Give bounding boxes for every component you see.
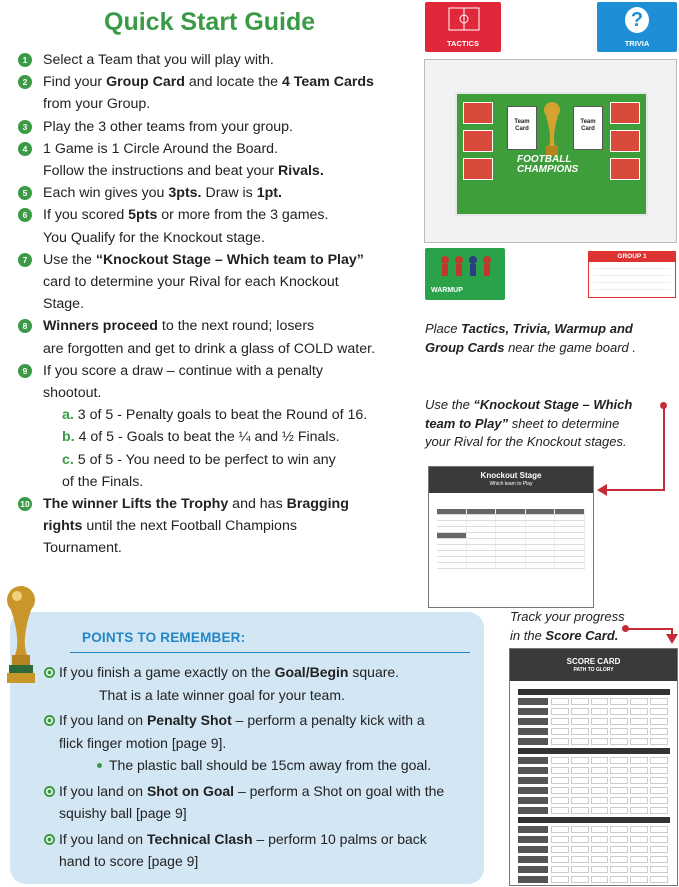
step-item — [18, 182, 403, 204]
step-line — [43, 382, 403, 404]
point-line: squishy ball [page 9] — [59, 805, 187, 821]
text: Tournament. — [43, 540, 122, 557]
knockout-stage-sheet — [428, 466, 594, 608]
bold-text: The winner Lifts the Trophy — [43, 496, 229, 513]
text: or more from the 3 games. — [157, 207, 329, 224]
bold-text: “Knockout Stage – Which team to Play” — [95, 251, 364, 268]
text: to the next round; losers — [157, 318, 315, 335]
step-item — [18, 493, 403, 560]
score-row — [518, 728, 670, 735]
text: If you score a draw – continue with a penalty — [43, 362, 323, 379]
trivia-card — [597, 2, 677, 52]
text: If you land on — [59, 782, 147, 799]
text: Find your — [43, 74, 107, 91]
score-card-sheet — [509, 648, 678, 886]
bullet-icon — [44, 667, 55, 678]
text: are forgotten and get to drink a glass of COLD water. — [43, 340, 376, 357]
text: The plastic ball should be 15cm away from the goal. — [109, 757, 432, 773]
score-row — [518, 708, 670, 715]
steps-list — [18, 49, 403, 560]
text: until the next Football Champions — [82, 518, 297, 535]
group-row — [593, 269, 671, 276]
board-logo: FOOTBALL CHAMPIONS — [517, 154, 579, 175]
knockout-table — [437, 509, 585, 569]
bullet-icon — [44, 786, 55, 797]
score-row — [518, 846, 670, 853]
note-text: Use the — [425, 397, 474, 412]
note-bold: Score Card. — [545, 627, 619, 643]
trophy-icon — [2, 580, 40, 690]
note-text: your Rival for the Knockout stages. — [425, 434, 627, 449]
score-card-title — [510, 649, 677, 681]
point-line: That is a late winner goal for your team. — [99, 686, 345, 703]
point-item — [44, 661, 476, 706]
bold-text: Penalty Shot — [146, 712, 232, 728]
tactics-label: TACTICS — [447, 39, 479, 48]
step-number-badge: 4 — [18, 142, 32, 156]
tactics-board-icon — [425, 2, 501, 38]
knockout-sheet-title — [429, 467, 593, 493]
point-line — [59, 828, 476, 851]
bullet-dot-icon — [97, 763, 102, 768]
note-score — [510, 608, 625, 645]
step-item — [18, 204, 403, 248]
board-group-card — [610, 130, 640, 152]
points-heading: POINTS TO REMEMBER: — [82, 630, 246, 645]
step-line — [43, 493, 403, 515]
points-list — [44, 661, 476, 873]
step-line — [43, 315, 403, 337]
step-number-badge: 7 — [18, 253, 32, 267]
point-line — [59, 661, 476, 684]
point-line: hand to score [page 9] — [59, 853, 199, 869]
text: Draw is — [201, 185, 257, 202]
score-row — [518, 866, 670, 873]
text: 5 of 5 - You need to be perfect to win any — [77, 451, 336, 468]
page-title: Quick Start Guide — [104, 8, 316, 36]
step-line — [43, 93, 403, 115]
arrow-line — [663, 406, 665, 490]
text: If you finish a game exactly on the — [59, 664, 275, 680]
text: If you land on — [59, 830, 147, 847]
step-line — [43, 49, 403, 71]
point-line — [59, 709, 476, 732]
score-section-bar — [518, 817, 670, 823]
text: Each win gives you — [43, 185, 169, 202]
score-row — [518, 876, 670, 883]
step-item — [18, 315, 403, 359]
group-row — [593, 262, 671, 269]
point-line — [59, 780, 476, 803]
step-line — [43, 71, 403, 93]
note-text: Track your progress — [510, 609, 625, 624]
substep-line — [62, 471, 403, 493]
group-label: GROUP 1 — [589, 252, 675, 262]
bold-text: Technical Clash — [146, 830, 253, 847]
arrow-left-icon — [597, 484, 607, 496]
text: and locate the — [184, 74, 282, 91]
trivia-label: TRIVIA — [624, 39, 650, 48]
knockout-table-row — [437, 563, 585, 569]
score-row — [518, 826, 670, 833]
step-number-badge: 5 — [18, 186, 32, 200]
note-text: sheet to determine — [508, 415, 620, 431]
text: 3 of 5 - Penalty goals to beat the Round of 16. — [77, 407, 368, 424]
score-subtitle: PATH TO GLORY — [573, 667, 614, 673]
score-row — [518, 797, 670, 804]
text: Select a Team that you will play with. — [43, 52, 274, 68]
board-group-card — [610, 102, 640, 124]
arrow-line — [605, 489, 665, 491]
point-item — [44, 828, 476, 873]
arrow-line — [625, 628, 672, 630]
step-item — [18, 71, 403, 115]
score-row — [518, 787, 670, 794]
step-item — [18, 49, 403, 71]
game-board-image — [424, 59, 677, 243]
substep-line — [62, 426, 403, 448]
text: 4 of 5 - Goals to beat the ¼ and ½ Finals. — [78, 429, 340, 446]
text: If you scored — [43, 207, 129, 224]
note-knockout — [425, 396, 632, 452]
score-row — [518, 767, 670, 774]
step-number-badge: 10 — [18, 497, 32, 511]
note-text: near the game board . — [504, 339, 636, 355]
text: 1 Game is 1 Circle Around the Board. — [43, 140, 279, 157]
bold-text: 1pt. — [256, 185, 282, 202]
bold-text: Group Card — [106, 74, 185, 91]
step-number-badge: 2 — [18, 75, 32, 89]
bold-text: 5pts — [128, 207, 158, 224]
step-item — [18, 138, 403, 182]
score-row — [518, 836, 670, 843]
score-row — [518, 777, 670, 784]
warmup-card — [425, 248, 505, 300]
step-number-badge: 8 — [18, 319, 32, 333]
group-card — [588, 251, 676, 298]
score-section-bar — [518, 748, 670, 754]
score-row — [518, 856, 670, 863]
substep-line — [62, 449, 403, 471]
step-line — [43, 537, 403, 559]
bullet-icon — [44, 834, 55, 845]
points-divider — [70, 652, 470, 653]
substep-letter: c. — [62, 451, 78, 468]
text: from your Group. — [43, 96, 151, 113]
step-line — [43, 338, 403, 360]
step-number-badge: 1 — [18, 53, 32, 67]
score-section-bar — [518, 689, 670, 695]
point-item — [44, 780, 476, 825]
bold-text: Goal/Begin — [274, 664, 349, 680]
score-row — [518, 698, 670, 705]
note-bold: team to Play” — [425, 415, 509, 431]
board-group-card — [610, 158, 640, 180]
point-item — [44, 709, 476, 777]
board-team-card-right: Team Card — [573, 106, 603, 150]
text: – perform 10 palms or back — [252, 830, 427, 847]
note-bold: Group Cards — [425, 339, 505, 355]
arrow-down-icon — [666, 634, 678, 644]
substep-list — [18, 404, 403, 493]
board-team-card-left: Team Card — [507, 106, 537, 150]
step-line — [43, 515, 403, 537]
bold-text: Bragging — [286, 496, 349, 513]
step-number-badge: 6 — [18, 208, 32, 222]
note-text: in the — [510, 627, 546, 643]
text: Follow the instructions and beat your — [43, 163, 279, 180]
step-item — [18, 360, 403, 404]
bold-text: Shot on Goal — [146, 782, 235, 799]
question-mark-icon: ? — [625, 7, 649, 33]
step-line — [43, 293, 403, 315]
text: – perform a penalty kick with a — [231, 712, 425, 728]
score-row — [518, 718, 670, 725]
text: and has — [228, 496, 287, 513]
step-item — [18, 249, 403, 316]
step-item — [18, 116, 403, 138]
text: card to determine your Rival for each Knockout — [43, 274, 339, 291]
text: square. — [348, 664, 400, 680]
text: Play the 3 other teams from your group. — [43, 118, 293, 135]
step-line — [43, 204, 403, 226]
text: If you land on — [59, 712, 147, 728]
warmup-label: WARMUP — [431, 287, 463, 294]
tactics-card — [425, 2, 501, 52]
text: of the Finals. — [62, 473, 144, 490]
substep-letter: b. — [62, 429, 79, 446]
note-place-cards — [425, 320, 636, 357]
point-line: flick finger motion [page 9]. — [59, 734, 227, 751]
substep-letter: a. — [62, 407, 78, 424]
knockout-title: Knockout Stage — [480, 471, 542, 480]
note-text: Place — [425, 321, 462, 336]
step-number-badge: 9 — [18, 364, 32, 378]
note-bold: Tactics, Trivia, Warmup and — [461, 321, 633, 336]
step-line — [43, 271, 403, 293]
bold-text: rights — [43, 518, 83, 535]
bold-text: 3pts. — [168, 185, 202, 202]
text: – perform a Shot on goal with the — [234, 782, 445, 799]
step-line — [43, 116, 403, 138]
text: shootout. — [43, 385, 102, 402]
score-row — [518, 738, 670, 745]
score-row — [518, 807, 670, 814]
score-table — [518, 689, 670, 886]
group-row — [593, 283, 671, 290]
group-row — [593, 276, 671, 283]
score-title: SCORE CARD — [566, 657, 621, 666]
step-line — [43, 160, 403, 182]
substep-line — [62, 404, 403, 426]
bold-text: 4 Team Cards — [281, 74, 374, 91]
note-bold: “Knockout Stage – Which — [473, 397, 633, 412]
board-group-card — [463, 158, 493, 180]
step-number-badge: 3 — [18, 120, 32, 134]
step-line — [43, 182, 403, 204]
point-subline — [59, 754, 476, 777]
bullet-icon — [44, 715, 55, 726]
bold-text: Winners proceed — [43, 318, 158, 335]
board-trophy-icon — [541, 100, 563, 160]
step-line — [43, 360, 403, 382]
board-group-card — [463, 102, 493, 124]
players-icon — [425, 248, 505, 288]
bold-text: Rivals. — [278, 163, 324, 180]
step-line — [43, 138, 403, 160]
knockout-subtitle: Which team to Play — [489, 481, 533, 487]
text: Stage. — [43, 296, 85, 313]
step-line — [43, 249, 403, 271]
step-line — [43, 227, 403, 249]
board-group-card — [463, 130, 493, 152]
score-row — [518, 757, 670, 764]
text: Use the — [43, 251, 96, 268]
text: You Qualify for the Knockout stage. — [43, 229, 265, 246]
